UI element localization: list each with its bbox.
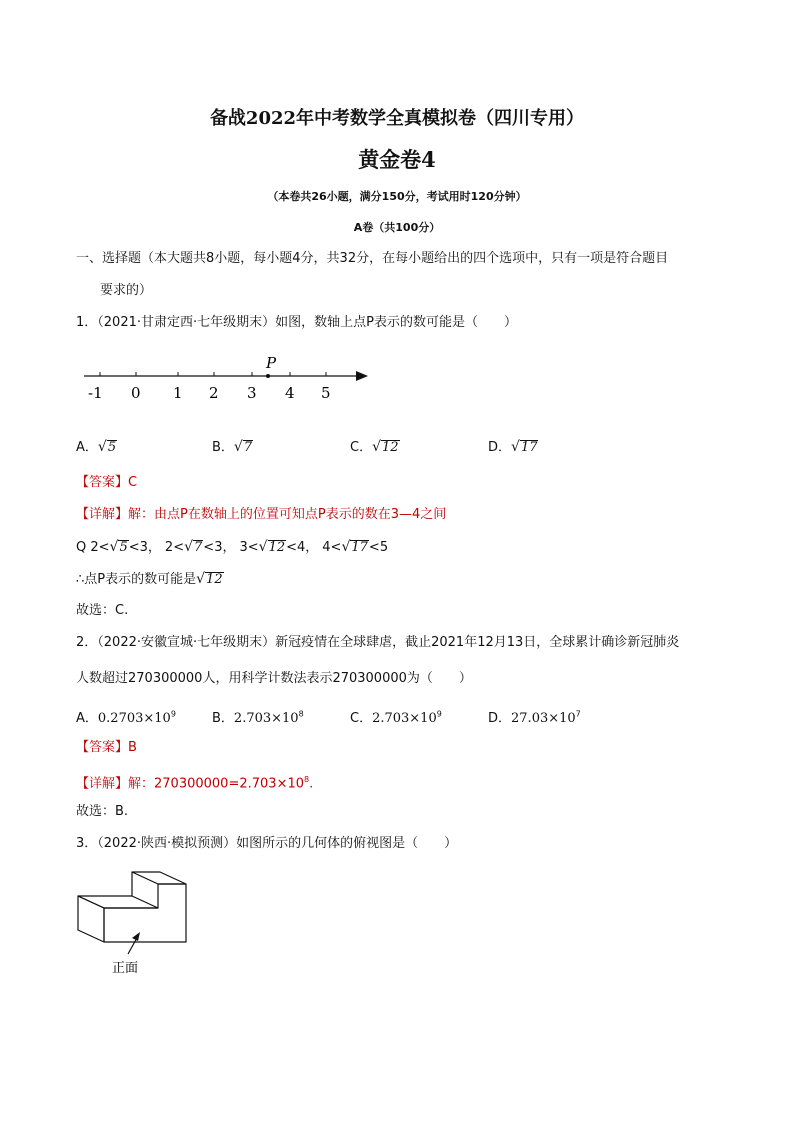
q2-option-text: 2.703×10 bbox=[372, 711, 437, 726]
q1-reason-left: 2< bbox=[90, 540, 110, 555]
q2-option-exp: 9 bbox=[170, 709, 176, 719]
q1-option[interactable] bbox=[488, 436, 538, 455]
q1-reason-prefix: Q bbox=[76, 540, 87, 555]
q1-option-sqrt: √ 7 bbox=[233, 439, 253, 455]
q2-choose: 故选：B. bbox=[76, 804, 129, 819]
q2-option-letter: B． bbox=[212, 711, 234, 726]
q2-option[interactable] bbox=[488, 707, 581, 726]
paper-subtitle: 黄金卷4 bbox=[358, 147, 436, 172]
point-p-label: P bbox=[266, 354, 277, 372]
solid-figure bbox=[74, 866, 194, 978]
q1-option[interactable] bbox=[76, 436, 117, 455]
q3-stem: 3．（2022·陕西·模拟预测）如图所示的几何体的俯视图是（ ） bbox=[76, 836, 458, 851]
q1-reason bbox=[90, 540, 161, 555]
q1-reason bbox=[165, 540, 236, 555]
q1-reason-left: 4< bbox=[322, 540, 342, 555]
q1-detail: 解：由点P在数轴上的位置可知点P表示的数在3—4之间 bbox=[128, 507, 447, 522]
q1-option-sqrt: √ 17 bbox=[511, 439, 538, 455]
q2-answer-tag: 【答案】 bbox=[76, 740, 129, 755]
q1-reason-right: <5 bbox=[368, 540, 389, 555]
q1-stem: 1．（2021·甘肃定西·七年级期末）如图，数轴上点P表示的数可能是（ ） bbox=[76, 315, 517, 330]
q2-option-exp: 8 bbox=[298, 709, 304, 719]
q1-option[interactable] bbox=[350, 436, 400, 455]
q2-option-exp: 7 bbox=[575, 709, 581, 719]
paper-title: 备战2022年中考数学全真模拟卷（四川专用） bbox=[209, 108, 585, 129]
q2-option-exp: 9 bbox=[436, 709, 442, 719]
q1-reason-sqrt: √ 7 bbox=[184, 539, 203, 555]
q2-detail-tag: 【详解】 bbox=[76, 776, 129, 792]
q1-option-radicand: 17 bbox=[520, 439, 538, 455]
q2-detail: 解：270300000=2.703×10 bbox=[128, 776, 304, 792]
q1-conclusion-radicand: 12 bbox=[206, 571, 223, 587]
paper-note: （本卷共26小题，满分150分，考试用时120分钟） bbox=[267, 190, 527, 203]
q1-reason-right: <4， bbox=[286, 540, 319, 555]
q1-reason-sqrt: √ 17 bbox=[341, 539, 368, 555]
q1-reason-left: 3< bbox=[239, 540, 259, 555]
q2-option-letter: D． bbox=[488, 711, 512, 726]
q1-reason-right: <3， bbox=[128, 540, 161, 555]
q1-answer-tag: 【答案】 bbox=[76, 475, 129, 490]
number-line-tick-label: 2 bbox=[209, 384, 219, 402]
q1-reason-sqrt: √ 5 bbox=[109, 539, 128, 555]
q1-answer-line bbox=[76, 474, 137, 492]
q1-reason-left: 2< bbox=[164, 540, 185, 555]
q2-option[interactable] bbox=[350, 707, 442, 726]
number-line-tick-label: 5 bbox=[321, 384, 331, 402]
q1-reason-line bbox=[76, 538, 392, 557]
q2-option-text: 2.703×10 bbox=[233, 711, 299, 726]
q1-option-radicand: 12 bbox=[382, 439, 399, 455]
q1-detail-tag: 【详解】 bbox=[76, 507, 129, 522]
q2-option[interactable] bbox=[212, 707, 304, 726]
q1-conclusion: ∴点P表示的数可能是 bbox=[76, 572, 197, 587]
part1-intro-line1: 一、选择题（本大题共8小题，每小题4分，共32分，在每小题给出的四个选项中，只有一项是符合题目 bbox=[76, 251, 669, 266]
q1-option-sqrt: √ 5 bbox=[97, 439, 117, 455]
q2-answer: B bbox=[128, 740, 137, 755]
q2-stem-line1: 2．（2022·安徽宣城·七年级期末）新冠疫情在全球肆虐，截止2021年12月13日，全球累计确诊新冠肺炎 bbox=[76, 635, 680, 650]
section-heading: A卷（共100分） bbox=[353, 221, 441, 234]
q2-option-letter: C． bbox=[350, 711, 373, 726]
q1-conclusion-line bbox=[76, 570, 224, 589]
q1-reason-radicand: 7 bbox=[194, 539, 203, 555]
q2-detail-end: . bbox=[309, 776, 314, 792]
q1-reason bbox=[239, 540, 318, 555]
number-line-tick-label: 1 bbox=[173, 384, 183, 402]
q1-choose: 故选：C. bbox=[76, 603, 129, 618]
number-line-tick-label: 0 bbox=[131, 384, 141, 402]
q1-option-sqrt: √ 12 bbox=[372, 439, 399, 455]
q1-option[interactable] bbox=[212, 436, 253, 455]
q2-option-text: 27.03×10 bbox=[511, 711, 576, 726]
q1-reason-radicand: 12 bbox=[268, 539, 286, 555]
q2-answer-line bbox=[76, 739, 137, 757]
q1-option-letter: B． bbox=[212, 440, 234, 455]
number-line-tick-label: 4 bbox=[285, 384, 295, 402]
number-line-figure bbox=[80, 350, 380, 406]
q1-option-radicand: 7 bbox=[243, 439, 253, 455]
q1-reason-radicand: 5 bbox=[119, 539, 128, 555]
q2-detail-line bbox=[76, 771, 313, 793]
part1-intro-line2: 要求的） bbox=[100, 283, 153, 298]
number-line-arrow bbox=[356, 371, 368, 381]
number-line-tick-label: -1 bbox=[88, 384, 103, 402]
q1-detail-line bbox=[76, 506, 446, 524]
q1-option-letter: D． bbox=[488, 440, 512, 455]
q1-option-letter: C． bbox=[350, 440, 373, 455]
front-arrow-head bbox=[132, 932, 140, 941]
q1-answer: C bbox=[128, 475, 138, 490]
q1-reason-sqrt: √ 12 bbox=[258, 539, 286, 555]
q2-stem-line2: 人数超过270300000人，用科学计数法表示270300000为（ ） bbox=[76, 671, 472, 686]
solid-outline bbox=[78, 872, 186, 942]
q2-option-letter: A． bbox=[76, 711, 98, 726]
q1-conclusion-sqrt: √ 12 bbox=[196, 571, 223, 587]
q2-option[interactable] bbox=[76, 707, 176, 726]
q1-option-radicand: 5 bbox=[107, 439, 117, 455]
q1-reason-radicand: 17 bbox=[351, 539, 368, 555]
point-p-dot bbox=[266, 374, 270, 378]
q1-option-letter: A． bbox=[76, 440, 98, 455]
q1-reason bbox=[322, 540, 388, 555]
number-line-tick-label: 3 bbox=[247, 384, 257, 402]
q2-detail-exp: 8 bbox=[304, 775, 310, 784]
front-label: 正面 bbox=[112, 961, 139, 976]
q2-option-text: 0.2703×10 bbox=[97, 711, 171, 726]
q1-reason-right: <3， bbox=[203, 540, 236, 555]
